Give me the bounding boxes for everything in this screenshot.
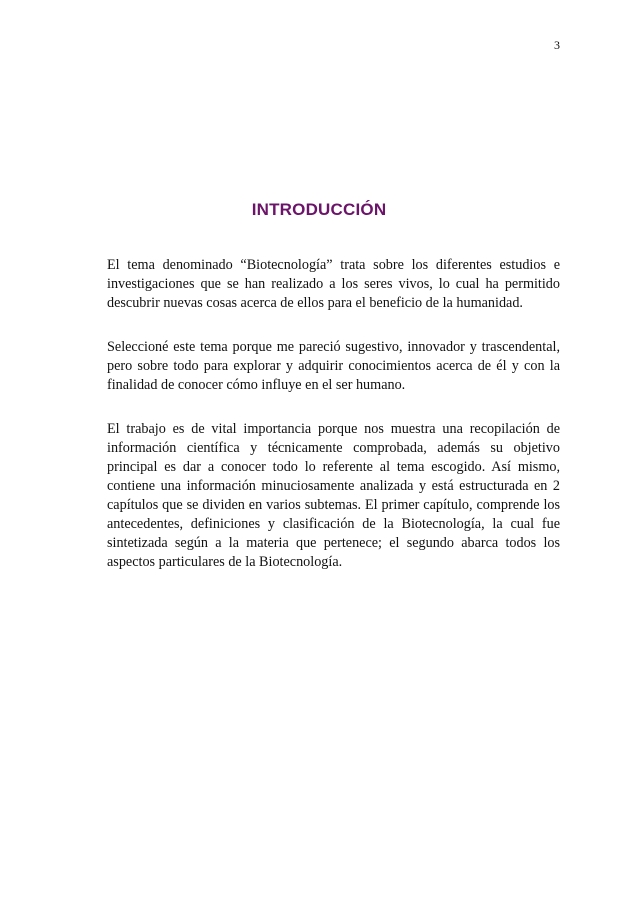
paragraph-2: Seleccioné este tema porque me pareció sugestivo, innovador y trascendental, pero sobre todo para explorar y adquirir conocimientos acerca de él y con la finalidad de conocer cómo influye en el ser humano. [107, 339, 560, 393]
document-body [107, 256, 560, 597]
paragraph-3: El trabajo es de vital importancia porque nos muestra una recopilación de información científica y técnicamente comprobada, además su objetivo principal es dar a conocer todo lo referente al tema escogido. Así mismo, contiene una información minuciosamente analizada y está estructurada en 2 capítulos que se dividen en varios subtemas. El primer capítulo, comprende los antecedentes, definiciones y clasificación de la Biotecnología, la cual fue sintetizada según a la materia que pertenece; el segundo abarca todos los aspectos particulares de la Biotecnología. [107, 421, 560, 570]
page-number: 3 [554, 38, 560, 52]
page-title: INTRODUCCIÓN [251, 200, 387, 219]
paragraph-1: El tema denominado “Biotecnología” trata sobre los diferentes estudios e investigaciones que se han realizado a los seres vivos, lo cual ha permitido descubrir nuevas cosas acerca de ellos para el beneficio de la humanidad. [107, 257, 560, 311]
